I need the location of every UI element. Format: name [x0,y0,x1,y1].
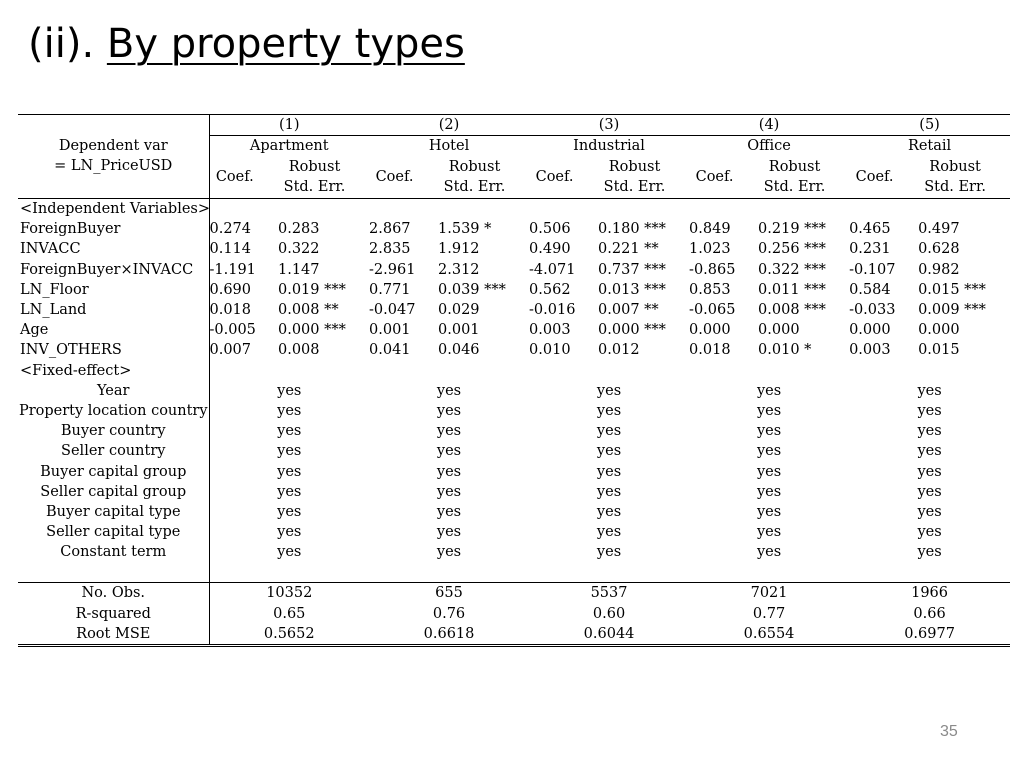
fixed-effect-value: yes [756,423,782,440]
robust-label: Robust [929,159,981,175]
coef-header: Coef. [689,156,740,199]
coef-value: 0.562 [529,281,571,298]
stat-value: 0.6554 [689,624,849,646]
fixed-effect-value: yes [209,461,369,481]
table-row [18,239,1010,259]
coef-value: 0.001 [369,322,411,339]
robust-label: Robust [608,159,661,175]
se-value: 0.008 *** [758,302,826,319]
fixed-effect-value: yes [917,423,942,440]
table-row [18,260,1010,280]
coef-value: 0.000 [689,322,731,339]
se-value: 0.010 * [758,342,812,359]
coef-value: 0.007 [209,340,260,360]
model-number: (2) [369,115,529,136]
fixed-effect-value: yes [596,544,622,561]
fixed-effect-name: Constant term [60,544,167,561]
se-value: 0.221 ** [598,241,659,258]
fixed-effect-value: yes [917,503,942,520]
fixed-effect-value: yes [917,463,942,480]
se-header [420,156,529,199]
fixed-effect-value: yes [209,421,369,441]
se-header [580,156,689,199]
fixed-effect-value: yes [436,503,462,520]
fixed-effect-value: yes [756,402,782,419]
table-row [18,441,1010,461]
regression-table [18,114,1010,647]
coef-value: 0.003 [529,322,571,339]
stderr-label: Std. Err. [603,179,666,195]
se-value: 0.982 [918,261,960,278]
coef-value: 0.771 [369,281,411,298]
stat-value: 7021 [689,583,849,604]
se-value: 1.539 * [438,221,492,238]
spacer-cell [209,562,1010,583]
variable-name: INV_OTHERS [20,342,122,359]
coef-value: 0.690 [209,280,260,300]
model-name: Hotel [369,136,529,157]
coef-value: 0.010 [529,342,571,359]
spacer-row [18,562,1010,583]
coef-header: Coef. [529,156,580,199]
spacer-cell [209,361,1010,381]
se-value: 0.015 [918,342,960,359]
fixed-effect-value: yes [209,381,369,401]
coef-value: -1.191 [209,260,260,280]
se-value: 0.001 [438,322,480,339]
variable-name: LN_Floor [20,281,89,298]
se-header [740,156,849,199]
coef-value: 0.465 [849,221,891,238]
dependent-var-cell [18,115,209,157]
coef-value: -0.065 [689,302,736,319]
variable-name: Age [20,322,49,339]
stat-value: 0.66 [913,605,946,622]
fixed-effect-value: yes [209,401,369,421]
model-number: (3) [529,115,689,136]
spacer-cell [18,562,209,583]
coef-value: 0.003 [849,342,891,359]
fixed-effect-value: yes [756,524,782,541]
fixed-effect-value: yes [917,443,942,460]
se-header [900,156,1010,199]
table-row [18,522,1010,542]
table-row [18,502,1010,522]
coef-value: -0.016 [529,302,576,319]
dependent-var-line2: = LN_PriceUSD [18,156,209,199]
se-value: 0.322 [278,241,320,258]
coef-value: -2.961 [369,261,416,278]
table-row [18,280,1010,300]
model-number: (4) [689,115,849,136]
stat-value: 0.5652 [209,624,369,646]
se-value: 0.219 *** [758,221,826,238]
title-main: By property types [106,21,465,67]
variable-name: LN_Land [20,302,87,319]
fixed-effect-value: yes [436,463,462,480]
coef-value: -0.865 [689,261,736,278]
coef-value: -0.047 [369,302,416,319]
stat-value: 0.6618 [369,624,529,646]
table-row [18,219,1010,239]
coef-value: -0.005 [209,320,260,340]
coef-value: 1.023 [689,241,731,258]
coef-value: 0.853 [689,281,731,298]
coef-value: 0.018 [209,300,260,320]
fixed-effect-name: Seller capital type [46,524,181,541]
stat-value: 0.6977 [849,624,1010,646]
fixed-effect-value: yes [596,443,622,460]
table-row [18,320,1010,340]
coef-header: Coef. [209,156,260,199]
stat-name: R-squared [75,605,151,622]
se-value: 0.628 [918,241,960,258]
fixed-effect-value: yes [209,441,369,461]
coef-value: 0.849 [689,221,731,238]
fixed-effect-value: yes [917,382,942,399]
se-value: 0.000 [758,322,800,339]
stats-row [18,604,1010,624]
robust-label: Robust [288,159,341,175]
table-row [18,482,1010,502]
fixed-effect-name: Buyer capital type [45,503,181,520]
stat-value: 0.60 [592,605,626,622]
stat-value: 655 [369,583,529,604]
fixed-effect-name: Property location country [18,402,208,419]
coef-value: 0.114 [209,239,260,259]
model-name: Retail [849,136,1010,157]
fixed-effect-name: Buyer capital group [40,463,187,480]
se-value: 0.000 [918,322,960,339]
fixed-effect-value: yes [596,402,622,419]
coef-value: 0.274 [209,219,260,239]
coef-value: -4.071 [529,261,576,278]
coef-value: 0.231 [849,241,891,258]
fixed-effect-value: yes [756,483,782,500]
header-row-sub [18,156,1010,199]
se-value: 0.322 *** [758,261,826,278]
stat-value: 10352 [209,583,369,604]
fixed-effect-value: yes [917,544,942,561]
stat-value: 0.77 [752,605,786,622]
fixed-effect-value: yes [436,423,462,440]
variable-name: INVACC [20,241,81,258]
se-value: 0.009 *** [918,302,986,319]
fixed-effect-value: yes [917,402,942,419]
fixed-effect-value: yes [436,544,462,561]
coef-value: 0.584 [849,281,891,298]
robust-label: Robust [768,159,821,175]
fixed-effect-value: yes [209,522,369,542]
variable-name: ForeignBuyer [20,221,121,238]
coef-value: 0.018 [689,342,731,359]
se-value: 1.912 [438,241,480,258]
fixed-effect-value: yes [756,382,782,399]
stderr-label: Std. Err. [283,179,346,195]
coef-value: 0.041 [369,342,411,359]
se-value: 0.046 [438,342,480,359]
model-number: (1) [209,115,369,136]
se-value: 0.007 ** [598,302,659,319]
se-value: 0.011 *** [758,281,826,298]
section-header-row [18,361,1010,381]
stderr-label: Std. Err. [763,179,826,195]
se-value: 0.000 *** [278,322,346,339]
model-name: Industrial [529,136,689,157]
variable-name: ForeignBuyer×INVACC [20,261,194,278]
fixed-effect-value: yes [917,483,942,500]
se-value: 0.180 *** [598,221,666,238]
stat-name: Root MSE [18,624,209,646]
fixed-effect-value: yes [596,423,622,440]
se-value: 0.737 *** [598,261,666,278]
page-number: 35 [940,723,958,740]
fixed-effect-value: yes [436,483,462,500]
fixed-effect-value: yes [209,482,369,502]
se-value: 1.147 [278,261,320,278]
coef-header: Coef. [369,156,420,199]
stat-value: 0.76 [432,605,466,622]
coef-value: 2.835 [369,241,411,258]
stat-name: No. Obs. [18,583,209,604]
model-number: (5) [849,115,1010,136]
fixed-effect-value: yes [436,402,462,419]
fixed-effect-value: yes [756,443,782,460]
coef-value: 2.867 [369,221,411,238]
table-row [18,461,1010,481]
coef-value: 0.490 [529,241,571,258]
model-name: Apartment [209,136,369,157]
title-prefix: (ii). [28,21,95,67]
se-value: 0.008 ** [278,302,339,319]
fixed-effect-name: Year [97,382,130,399]
se-value: 0.012 [598,342,640,359]
table-row [18,421,1010,441]
fixed-effect-value: yes [596,382,622,399]
fixed-effect-value: yes [756,544,782,561]
stat-value: 5537 [529,583,689,604]
fixed-effect-value: yes [596,524,622,541]
fixed-effect-value: yes [596,503,622,520]
slide-title [28,18,465,70]
robust-label: Robust [448,159,501,175]
table-row [18,300,1010,320]
coef-value: -0.107 [849,261,896,278]
coef-header: Coef. [849,156,900,199]
coef-value: -0.033 [849,302,896,319]
se-value: 0.000 *** [598,322,666,339]
se-value: 0.256 *** [758,241,826,258]
stderr-label: Std. Err. [443,179,506,195]
fixed-effect-value: yes [756,503,782,520]
fixed-effect-value: yes [209,502,369,522]
stat-value: 0.6044 [529,624,689,646]
fixed-effect-value: yes [436,443,462,460]
fixed-effect-name: Seller country [61,443,166,460]
table-row [18,401,1010,421]
model-name: Office [689,136,849,157]
se-value: 0.497 [918,221,960,238]
dependent-var-label: Dependent var [58,138,168,154]
se-value: 0.008 [278,342,320,359]
section-header-row [18,199,1010,220]
coef-value: 0.506 [529,221,571,238]
independent-vars-header: <Independent Variables> [20,201,211,218]
fixed-effect-value: yes [756,463,782,480]
stats-row [18,583,1010,604]
se-value: 0.015 *** [918,281,986,298]
fixed-effect-name: Seller capital group [40,483,187,500]
se-value: 0.019 *** [278,281,346,298]
fixed-effect-value: yes [436,382,462,399]
se-value: 0.283 [278,221,320,238]
stderr-label: Std. Err. [924,179,986,195]
fixed-effect-value: yes [596,483,622,500]
fixed-effect-header: <Fixed-effect> [20,362,132,379]
table-row [18,542,1010,562]
header-row-numbers [18,115,1010,136]
stats-row [18,624,1010,646]
stat-value: 0.65 [209,604,369,624]
se-header [260,156,369,199]
fixed-effect-value: yes [436,524,462,541]
se-value: 0.013 *** [598,281,666,298]
table-row [18,381,1010,401]
fixed-effect-value: yes [596,463,622,480]
se-value: 2.312 [438,261,480,278]
stat-value: 1966 [849,583,1010,604]
fixed-effect-value: yes [209,542,369,562]
table-row [18,340,1010,360]
fixed-effect-name: Buyer country [60,423,166,440]
coef-value: 0.000 [849,322,891,339]
fixed-effect-value: yes [917,524,942,541]
se-value: 0.029 [438,302,480,319]
se-value: 0.039 *** [438,281,506,298]
